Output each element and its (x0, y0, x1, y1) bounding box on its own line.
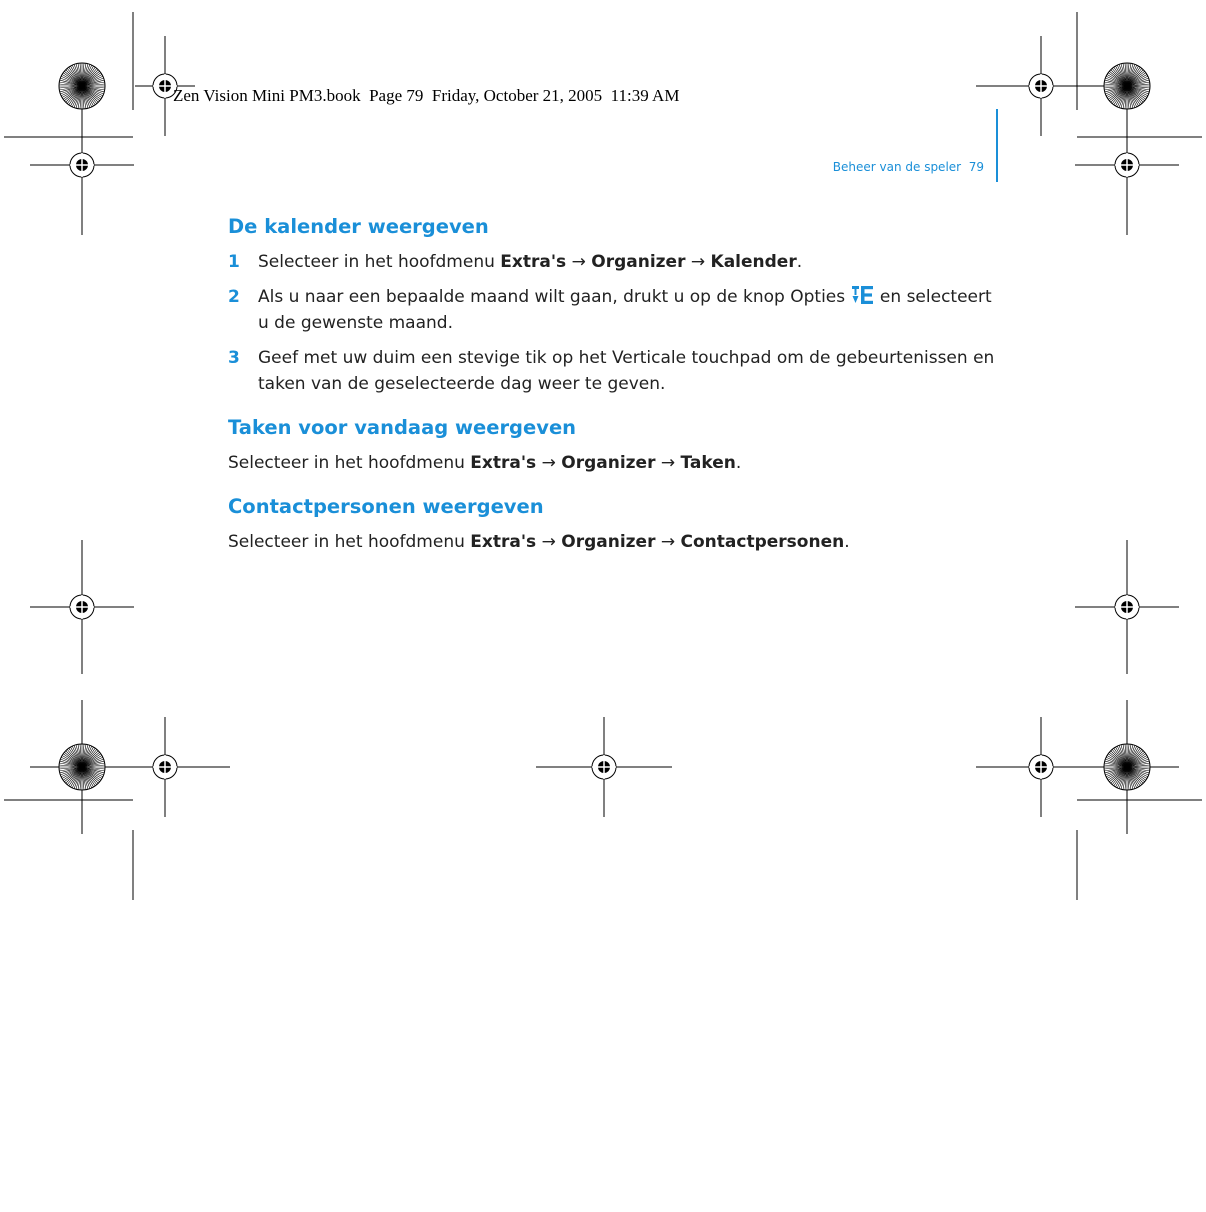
section-heading: De kalender weergeven (228, 215, 489, 238)
section-heading: Contactpersonen weergeven (228, 495, 544, 518)
text: Selecteer in het hoofdmenu (228, 532, 471, 552)
instruction-text (228, 529, 998, 555)
list-item (228, 284, 998, 336)
step-text: en selecteert u de gewenste maand. (258, 287, 992, 333)
page-content (228, 213, 998, 572)
menu-term: Kalender (710, 252, 797, 272)
starburst-mark (1104, 744, 1150, 790)
list-item (228, 345, 998, 397)
options-icon (852, 286, 874, 304)
menu-term: Extra's (500, 252, 567, 272)
starburst-mark (59, 744, 105, 790)
arrow: → (655, 532, 681, 552)
section-heading: Taken voor vandaag weergeven (228, 416, 577, 439)
section-kalender (228, 213, 998, 397)
steps-list (228, 249, 998, 397)
arrow: → (566, 252, 592, 272)
text: Selecteer in het hoofdmenu (228, 453, 471, 473)
print-header: Zen Vision Mini PM3.book Page 79 Friday, October 21, 2005 11:39 AM (173, 86, 680, 105)
menu-term: Taken (680, 453, 736, 473)
menu-term: Organizer (561, 532, 656, 552)
step-number: 2 (228, 287, 240, 307)
starburst-mark (59, 63, 105, 109)
punctuation: . (844, 532, 850, 552)
arrow: → (536, 532, 562, 552)
punctuation: . (796, 252, 803, 272)
step-text: Als u naar een bepaalde maand wilt gaan, drukt u op de knop Opties (258, 287, 851, 307)
menu-term: Extra's (470, 453, 537, 473)
section-contactpersonen (228, 493, 998, 555)
step-text: Selecteer in het hoofdmenu (258, 252, 501, 272)
running-head: Beheer van de speler 79 (832, 160, 984, 174)
punctuation: . (735, 453, 742, 473)
menu-term: Organizer (561, 453, 656, 473)
menu-term: Organizer (591, 252, 686, 272)
list-item (228, 249, 998, 275)
menu-term: Contactpersonen (680, 532, 845, 552)
arrow: → (536, 453, 562, 473)
section-taken (228, 414, 998, 476)
starburst-mark (1104, 63, 1150, 109)
running-head-rule (996, 109, 998, 182)
step-text: Geef met uw duim een stevige tik op het Verticale touchpad om de gebeurtenissen en taken van de geselecteerde dag weer te geven. (258, 348, 995, 394)
step-number: 1 (228, 252, 240, 272)
instruction-text (228, 450, 998, 476)
arrow: → (685, 252, 711, 272)
step-number: 3 (228, 348, 240, 368)
menu-term: Extra's (470, 532, 537, 552)
arrow: → (655, 453, 681, 473)
